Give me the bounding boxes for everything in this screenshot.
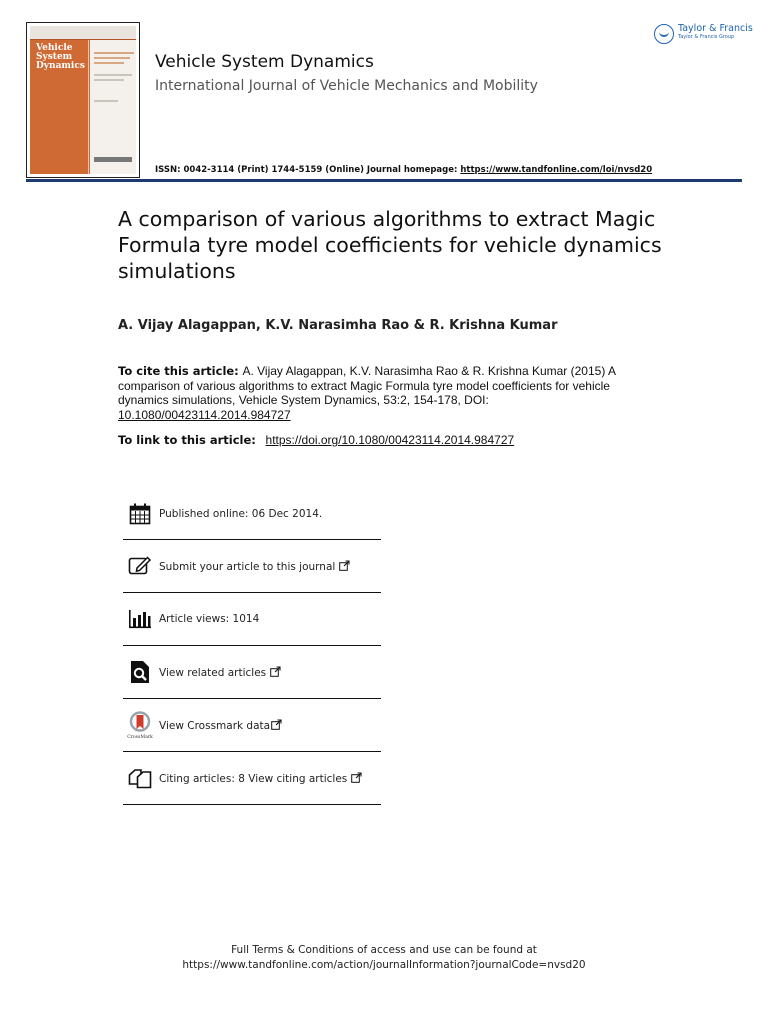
publisher-logo-icon [654, 24, 674, 44]
crossmark-link[interactable] [159, 719, 282, 732]
cover-divider [88, 40, 89, 174]
bar-chart-icon [127, 606, 153, 632]
article-link-row [118, 433, 514, 447]
cover-title: Vehicle System Dynamics [36, 43, 85, 71]
citing-articles-text: Citing articles: 8 View citing articles [159, 772, 348, 785]
cover-top-band [30, 26, 136, 40]
citing-icon [127, 765, 153, 791]
citation-block [118, 364, 638, 422]
external-link-icon [270, 666, 281, 677]
article-views-text: Article views: 1014 [159, 613, 260, 625]
submit-article-label: Submit your article to this journal [159, 560, 336, 573]
publisher-logo[interactable] [654, 23, 753, 44]
edit-icon [127, 553, 153, 579]
related-articles-label: View related articles [159, 666, 267, 679]
published-online-text: Published online: 06 Dec 2014. [159, 507, 323, 520]
journal-homepage-link[interactable]: https://www.tandfonline.com/loi/nvsd20 [460, 165, 653, 175]
footer [0, 943, 768, 973]
search-document-icon [127, 659, 153, 685]
external-link-icon [339, 560, 350, 571]
citation-text: A. Vijay Alagappan, K.V. Narasimha Rao & R. Krishna Kumar (2015) A comparison of various algorithms to extract Magic Formula tyre model coefficients for vehicle dynamics simulations, Vehicle System Dynamics, 53:2, 154-178, DOI: [118, 364, 616, 407]
crossmark-icon [127, 712, 153, 738]
citing-articles-link[interactable] [159, 772, 362, 785]
issn-text: ISSN: 0042-3114 (Print) 1744-5159 (Online) Journal homepage: [155, 165, 461, 175]
citation-label: To cite this article: [118, 364, 239, 378]
crossmark-label: CrossMark [127, 735, 153, 739]
publisher-group: Taylor & Francis Group [678, 34, 735, 40]
article-link-label: To link to this article: [118, 433, 256, 447]
footer-terms-link[interactable]: https://www.tandfonline.com/action/journalInformation?journalCode=nvsd20 [182, 959, 586, 971]
related-articles-item[interactable] [123, 646, 381, 699]
submit-article-item[interactable] [123, 540, 381, 593]
article-title: A comparison of various algorithms to extract Magic Formula tyre model coefficients for vehicle dynamics simulations [118, 207, 662, 283]
article-doi-link[interactable]: https://doi.org/10.1080/00423114.2014.984727 [265, 433, 515, 447]
footer-terms-text: Full Terms & Conditions of access and use can be found at [231, 944, 537, 956]
citing-articles-item[interactable] [123, 752, 381, 805]
article-authors: A. Vijay Alagappan, K.V. Narasimha Rao & R. Krishna Kumar [118, 318, 558, 333]
article-info-list [123, 488, 381, 805]
journal-cover-art [30, 26, 136, 174]
submit-article-link[interactable] [159, 560, 350, 573]
published-online-item [123, 488, 381, 540]
header-rule [26, 179, 742, 182]
journal-cover [26, 22, 140, 178]
article-views-item [123, 593, 381, 646]
crossmark-text: View Crossmark data [159, 719, 271, 732]
publisher-name: Taylor & Francis [678, 23, 753, 34]
crossmark-item[interactable] [123, 699, 381, 752]
journal-subtitle: International Journal of Vehicle Mechanics and Mobility [155, 78, 538, 94]
external-link-icon [271, 719, 282, 730]
related-articles-link[interactable] [159, 666, 281, 679]
citation-doi-link[interactable]: 10.1080/00423114.2014.984727 [118, 407, 291, 422]
journal-title: Vehicle System Dynamics [155, 52, 374, 72]
cover-publisher-logo [94, 157, 132, 162]
external-link-icon [351, 772, 362, 783]
issn-line [155, 165, 652, 175]
cover-right-panel [90, 40, 136, 174]
calendar-icon [127, 501, 153, 527]
